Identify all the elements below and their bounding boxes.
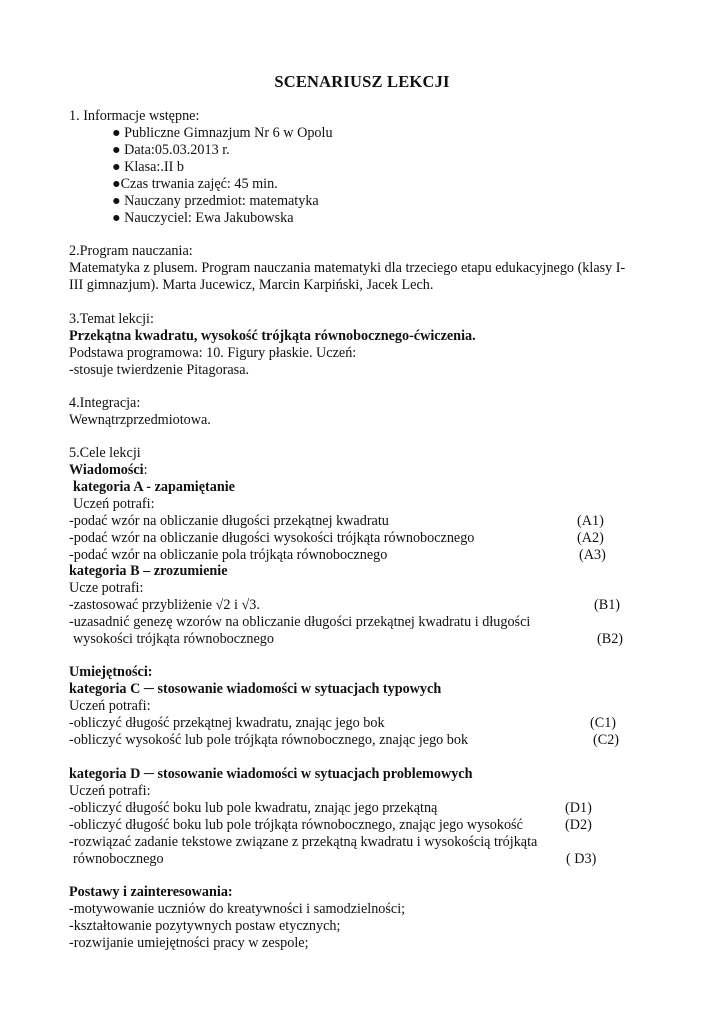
attitude-item: -motywowanie uczniów do kreatywności i samodzielności;: [69, 901, 406, 917]
knowledge-colon: :: [143, 462, 148, 478]
attitude-item: -rozwijanie umiejętności pracy w zespole;: [69, 935, 309, 951]
goal-item-text: -obliczyć długość boku lub pole trójkąta równobocznego, znając jego wysokość: [69, 817, 523, 833]
info-item-teacher: ● Nauczyciel: Ewa Jakubowska: [112, 210, 294, 226]
category-a-intro: Uczeń potrafi:: [73, 496, 155, 512]
integration-heading: 4.Integracja:: [69, 395, 141, 411]
goal-item-text: -podać wzór na obliczanie pola trójkąta równobocznego: [69, 547, 388, 563]
info-heading: 1. Informacje wstępne:: [69, 108, 200, 124]
info-item-duration: ●Czas trwania zajęć: 45 min.: [112, 176, 278, 192]
topic-basis: Podstawa programowa: 10. Figury płaskie. Uczeń:: [69, 345, 357, 361]
goal-item-text: -zastosować przybliżenie √2 i √3.: [69, 597, 260, 613]
category-c-title: kategoria C ─ stosowanie wiadomości w sytuacjach typowych: [69, 681, 442, 697]
category-b-intro: Ucze potrafi:: [69, 580, 144, 596]
goal-item-text: -obliczyć długość boku lub pole kwadratu, znając jego przekątną: [69, 800, 438, 816]
skills-heading: Umiejętności:: [69, 664, 153, 680]
info-item-subject: ● Nauczany przedmiot: matematyka: [112, 193, 319, 209]
category-b-title: kategoria B – zrozumienie: [69, 563, 228, 579]
goal-item-code: (C2): [593, 732, 620, 748]
attitudes-heading: Postawy i zainteresowania:: [69, 884, 233, 900]
info-item-class: ● Klasa:.II b: [112, 159, 184, 175]
attitude-item: -kształtowanie pozytywnych postaw etycznych;: [69, 918, 341, 934]
info-item-school: ● Publiczne Gimnazjum Nr 6 w Opolu: [112, 125, 333, 141]
category-c-intro: Uczeń potrafi:: [69, 698, 151, 714]
category-d-title: kategoria D ─ stosowanie wiadomości w sytuacjach problemowych: [69, 766, 473, 782]
knowledge-heading: [69, 462, 148, 479]
goal-item-text-continued: wysokości trójkąta równobocznego: [73, 631, 274, 647]
goals-heading: 5.Cele lekcji: [69, 445, 141, 461]
goal-item-text: -podać wzór na obliczanie długości wysokości trójkąta równobocznego: [69, 530, 475, 546]
page-title: SCENARIUSZ LEKCJI: [274, 72, 450, 91]
goal-item-code: (A2): [577, 530, 604, 546]
goal-item-code: (B2): [597, 631, 624, 647]
goal-item-code: (B1): [594, 597, 621, 613]
integration-value: Wewnątrzprzedmiotowa.: [69, 412, 211, 428]
knowledge-label: Wiadomości: [69, 462, 144, 478]
goal-item-code: ( D3): [566, 851, 597, 867]
goal-item-code: (D2): [565, 817, 592, 833]
goal-item-text: -rozwiązać zadanie tekstowe związane z przekątną kwadratu i wysokością trójkąta: [69, 834, 538, 850]
program-heading: 2.Program nauczania:: [69, 243, 193, 259]
topic-title: Przekątna kwadratu, wysokość trójkąta równobocznego-ćwiczenia.: [69, 328, 476, 344]
info-item-date: ● Data:05.03.2013 r.: [112, 142, 230, 158]
category-a-title: kategoria A - zapamiętanie: [73, 479, 235, 495]
topic-heading: 3.Temat lekcji:: [69, 311, 154, 327]
goal-item-text: -podać wzór na obliczanie długości przekątnej kwadratu: [69, 513, 389, 529]
topic-skill: -stosuje twierdzenie Pitagorasa.: [69, 362, 250, 378]
goal-item-text: -obliczyć wysokość lub pole trójkąta równobocznego, znając jego bok: [69, 732, 469, 748]
goal-item-text: -obliczyć długość przekątnej kwadratu, znając jego bok: [69, 715, 385, 731]
goal-item-code: (A1): [577, 513, 604, 529]
goal-item-code: (A3): [579, 547, 606, 563]
program-text-line: III gimnazjum). Marta Jucewicz, Marcin Karpiński, Jacek Lech.: [69, 277, 434, 293]
category-d-intro: Uczeń potrafi:: [69, 783, 151, 799]
goal-item-code: (C1): [590, 715, 617, 731]
goal-item-text: -uzasadnić genezę wzorów na obliczanie długości przekątnej kwadratu i długości: [69, 614, 531, 630]
goal-item-text-continued: równobocznego: [73, 851, 164, 867]
program-text-line: Matematyka z plusem. Program nauczania matematyki dla trzeciego etapu edukacyjnego (klasy I-: [69, 260, 626, 276]
goal-item-code: (D1): [565, 800, 592, 816]
